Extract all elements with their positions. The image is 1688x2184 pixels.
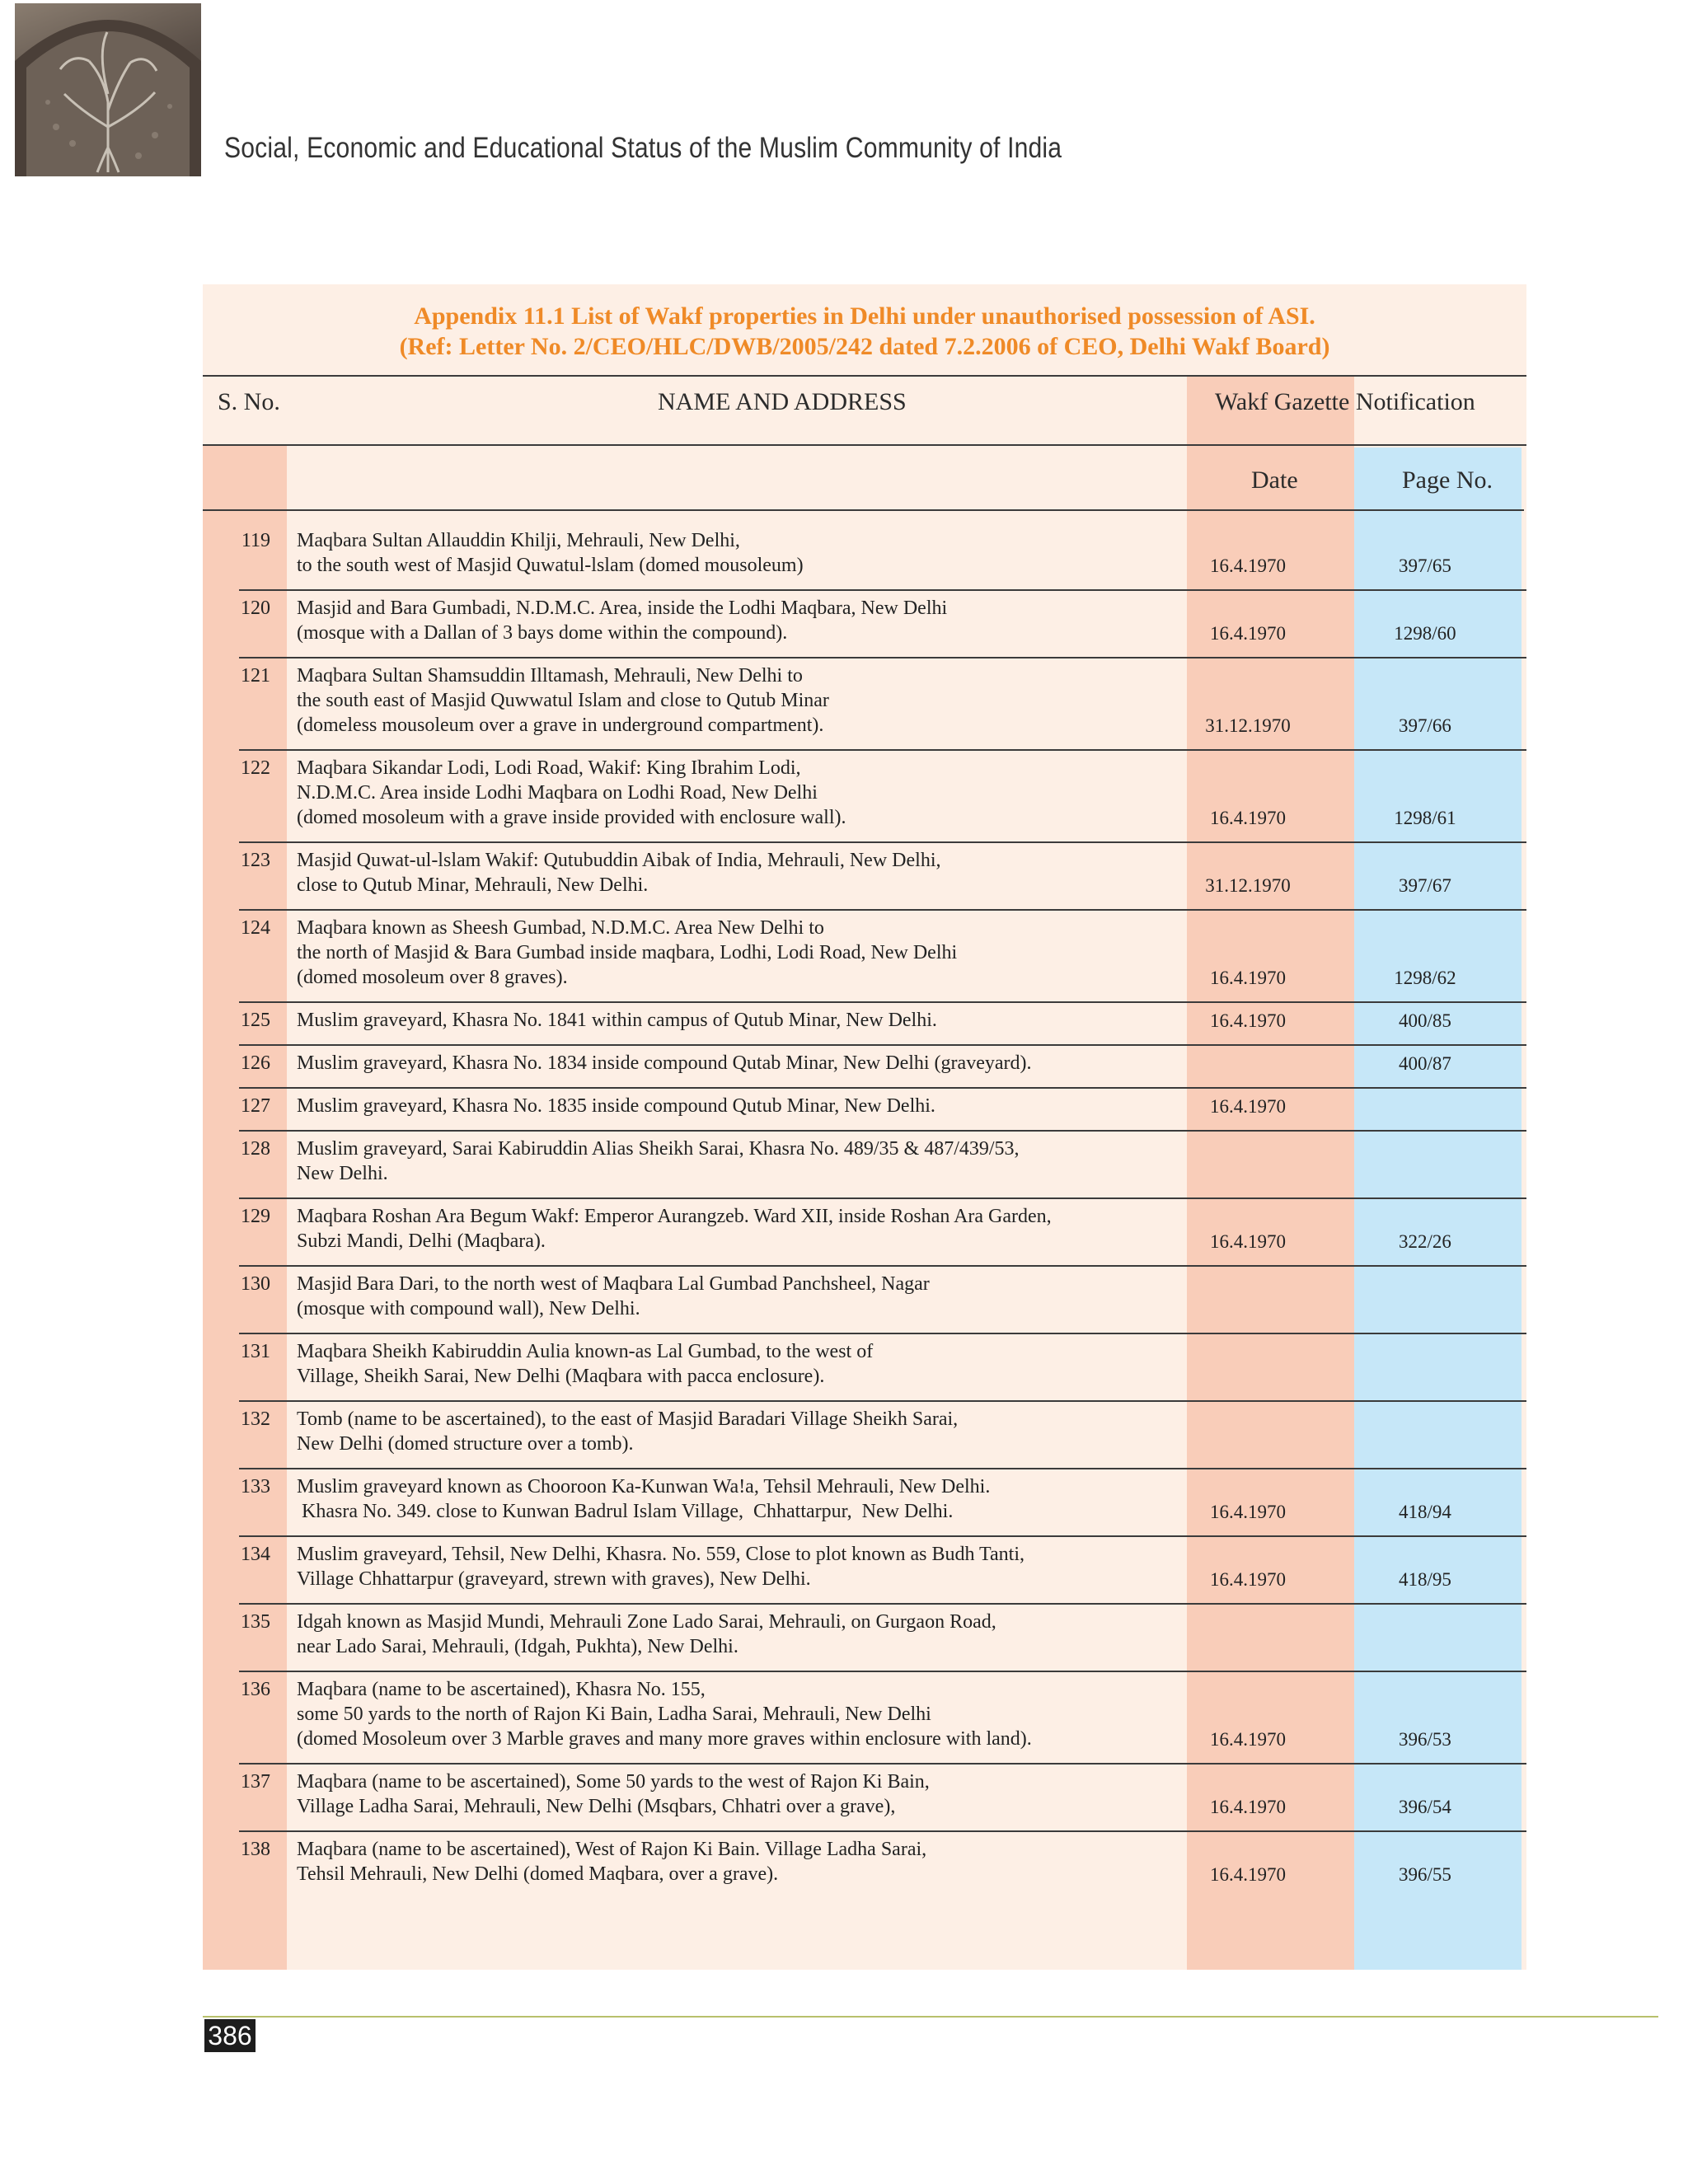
name-address-line: some 50 yards to the north of Rajon Ki Bain, Ladha Sarai, Mehrauli, New Delhi bbox=[297, 1704, 931, 1725]
row-separator bbox=[239, 1468, 1526, 1469]
name-address-line: Maqbara Roshan Ara Begum Wakf: Emperor Aurangzeb. Ward XII, inside Roshan Ara Garden, bbox=[297, 1206, 1052, 1227]
row-serial-number: 126 bbox=[241, 1052, 270, 1074]
row-gazette-date: 16.4.1970 bbox=[1210, 1096, 1286, 1117]
row-gazette-page: 400/85 bbox=[1399, 1010, 1451, 1031]
row-gazette-page: 400/87 bbox=[1399, 1053, 1451, 1074]
table-row bbox=[203, 1606, 1526, 1672]
row-serial-number: 138 bbox=[241, 1839, 270, 1860]
name-address-line: N.D.M.C. Area inside Lodhi Maqbara on Lodhi Road, New Delhi bbox=[297, 782, 818, 804]
row-gazette-date: 16.4.1970 bbox=[1210, 1010, 1286, 1031]
row-separator bbox=[239, 1671, 1526, 1672]
row-gazette-page: 396/55 bbox=[1399, 1864, 1451, 1885]
name-address-line: to the south west of Masjid Quwatul-lslam (domed mousoleum) bbox=[297, 555, 804, 576]
row-gazette-page: 418/95 bbox=[1399, 1569, 1451, 1590]
row-serial-number: 134 bbox=[241, 1544, 270, 1565]
name-address-line: Maqbara Sultan Shamsuddin Illtamash, Mehrauli, New Delhi to bbox=[297, 665, 803, 687]
table-caption bbox=[203, 301, 1526, 362]
name-address-line: (mosque with a Dallan of 3 bays dome within the compound). bbox=[297, 622, 788, 644]
row-serial-number: 130 bbox=[241, 1273, 270, 1295]
row-gazette-date: 16.4.1970 bbox=[1210, 808, 1286, 828]
row-serial-number: 131 bbox=[241, 1341, 270, 1362]
name-address-line: New Delhi (domed structure over a tomb). bbox=[297, 1433, 634, 1455]
table-row bbox=[203, 1133, 1526, 1199]
row-gazette-page: 396/53 bbox=[1399, 1729, 1451, 1750]
name-address-line: Masjid Bara Dari, to the north west of Maqbara Lal Gumbad Panchsheel, Nagar bbox=[297, 1273, 930, 1295]
table-row bbox=[203, 1674, 1526, 1765]
row-gazette-date: 16.4.1970 bbox=[1210, 1502, 1286, 1522]
row-name-address bbox=[297, 1204, 1187, 1254]
name-address-line: Maqbara Sikandar Lodi, Lodi Road, Wakif: King Ibrahim Lodi, bbox=[297, 757, 801, 779]
header-emblem-image bbox=[15, 3, 201, 176]
row-gazette-date: 16.4.1970 bbox=[1210, 1864, 1286, 1885]
name-address-line: (mosque with compound wall), New Delhi. bbox=[297, 1298, 640, 1319]
row-serial-number: 137 bbox=[241, 1771, 270, 1793]
row-gazette-date: 31.12.1970 bbox=[1205, 875, 1291, 896]
row-serial-number: 124 bbox=[241, 917, 270, 939]
name-address-line: close to Qutub Minar, Mehrauli, New Delhi. bbox=[297, 874, 649, 896]
row-separator bbox=[239, 1044, 1526, 1046]
row-name-address bbox=[297, 1407, 1187, 1456]
name-address-line: Masjid and Bara Gumbadi, N.D.M.C. Area, inside the Lodhi Maqbara, New Delhi bbox=[297, 598, 948, 619]
name-address-line: Maqbara (name to be ascertained), West of Rajon Ki Bain. Village Ladha Sarai, bbox=[297, 1839, 927, 1860]
running-title: Social, Economic and Educational Status of the Muslim Community of India bbox=[224, 132, 1062, 164]
table-row bbox=[203, 1336, 1526, 1402]
row-name-address bbox=[297, 1474, 1187, 1524]
table-row bbox=[203, 525, 1526, 591]
table-row bbox=[203, 660, 1526, 751]
row-name-address bbox=[297, 1051, 1187, 1076]
table-row bbox=[203, 1268, 1526, 1334]
row-gazette-page: 1298/61 bbox=[1394, 808, 1456, 828]
row-name-address bbox=[297, 1008, 1187, 1033]
row-serial-number: 123 bbox=[241, 850, 270, 871]
row-separator bbox=[239, 1400, 1526, 1402]
appendix-table bbox=[203, 284, 1526, 1970]
row-gazette-date: 16.4.1970 bbox=[1210, 968, 1286, 988]
name-address-line: Maqbara (name to be ascertained), Khasra No. 155, bbox=[297, 1679, 706, 1700]
row-serial-number: 125 bbox=[241, 1010, 270, 1031]
name-address-line: Village Ladha Sarai, Mehrauli, New Delhi (Msqbars, Chhatri over a grave), bbox=[297, 1796, 896, 1817]
row-separator bbox=[239, 589, 1526, 591]
table-row bbox=[203, 1404, 1526, 1469]
name-address-line: Muslim graveyard, Sarai Kabiruddin Alias Sheikh Sarai, Khasra No. 489/35 & 487/439/53, bbox=[297, 1138, 1020, 1160]
row-separator bbox=[239, 1087, 1526, 1089]
row-separator bbox=[239, 1130, 1526, 1132]
row-gazette-date: 16.4.1970 bbox=[1210, 1231, 1286, 1252]
row-serial-number: 133 bbox=[241, 1476, 270, 1497]
name-address-line: Maqbara known as Sheesh Gumbad, N.D.M.C. Area New Delhi to bbox=[297, 917, 824, 939]
row-name-address bbox=[297, 1677, 1187, 1751]
name-address-line: (domed mosoleum with a grave inside provided with enclosure wall). bbox=[297, 807, 846, 828]
row-name-address bbox=[297, 1094, 1187, 1118]
row-name-address bbox=[297, 1769, 1187, 1819]
column-header-date: Date bbox=[1251, 466, 1298, 494]
row-gazette-date: 16.4.1970 bbox=[1210, 1797, 1286, 1817]
row-separator bbox=[239, 1830, 1526, 1832]
table-row bbox=[203, 1005, 1526, 1046]
name-address-line: Maqbara Sultan Allauddin Khilji, Mehrauli, New Delhi, bbox=[297, 530, 740, 551]
name-address-line: Tomb (name to be ascertained), to the east of Masjid Baradari Village Sheikh Sarai, bbox=[297, 1408, 959, 1430]
row-separator bbox=[239, 1001, 1526, 1003]
row-serial-number: 128 bbox=[241, 1138, 270, 1160]
header-bottom-rule bbox=[203, 509, 1524, 511]
name-address-line: Muslim graveyard known as Chooroon Ka-Kunwan Wa!a, Tehsil Mehrauli, New Delhi. bbox=[297, 1476, 991, 1497]
row-serial-number: 121 bbox=[241, 665, 270, 687]
name-address-line: Subzi Mandi, Delhi (Maqbara). bbox=[297, 1230, 546, 1252]
row-name-address bbox=[297, 596, 1187, 645]
row-separator bbox=[239, 1603, 1526, 1605]
row-gazette-page: 396/54 bbox=[1399, 1797, 1451, 1817]
row-name-address bbox=[297, 1137, 1187, 1186]
name-address-line: Muslim graveyard, Khasra No. 1834 inside compound Qutab Minar, New Delhi (graveyard). bbox=[297, 1052, 1032, 1074]
row-gazette-page: 397/65 bbox=[1399, 555, 1451, 576]
row-serial-number: 135 bbox=[241, 1611, 270, 1633]
row-gazette-page: 397/67 bbox=[1399, 875, 1451, 896]
table-row bbox=[203, 845, 1526, 911]
row-name-address bbox=[297, 848, 1187, 898]
name-address-line: (domed Mosoleum over 3 Marble graves and many more graves within enclosure with land). bbox=[297, 1728, 1032, 1750]
name-address-line: the north of Masjid & Bara Gumbad inside maqbara, Lodhi, Lodi Road, New Delhi bbox=[297, 942, 958, 963]
table-row bbox=[203, 593, 1526, 658]
row-gazette-date: 16.4.1970 bbox=[1210, 1569, 1286, 1590]
column-header-gazette: Wakf Gazette Notification bbox=[1215, 388, 1475, 415]
row-separator bbox=[239, 1763, 1526, 1765]
row-separator bbox=[239, 1197, 1526, 1199]
row-separator bbox=[239, 909, 1526, 911]
row-serial-number: 127 bbox=[241, 1095, 270, 1117]
page-number: 386 bbox=[204, 2019, 256, 2052]
name-address-line: Muslim graveyard, Khasra No. 1835 inside compound Qutub Minar, New Delhi. bbox=[297, 1095, 935, 1117]
table-row bbox=[203, 1766, 1526, 1832]
row-name-address bbox=[297, 916, 1187, 990]
table-row bbox=[203, 912, 1526, 1003]
name-address-line: Maqbara (name to be ascertained), Some 50 yards to the west of Rajon Ki Bain, bbox=[297, 1771, 930, 1793]
name-address-line: Muslim graveyard, Khasra No. 1841 within campus of Qutub Minar, New Delhi. bbox=[297, 1010, 937, 1031]
name-address-line: near Lado Sarai, Mehrauli, (Idgah, Pukhta), New Delhi. bbox=[297, 1636, 738, 1657]
name-address-line: (domed mosoleum over 8 graves). bbox=[297, 967, 568, 988]
row-gazette-date: 16.4.1970 bbox=[1210, 1729, 1286, 1750]
row-gazette-date: 31.12.1970 bbox=[1205, 715, 1291, 736]
table-row bbox=[203, 1090, 1526, 1132]
row-serial-number: 120 bbox=[241, 598, 270, 619]
table-row bbox=[203, 1834, 1526, 1900]
row-name-address bbox=[297, 663, 1187, 738]
row-gazette-page: 397/66 bbox=[1399, 715, 1451, 736]
table-row bbox=[203, 1539, 1526, 1605]
row-name-address bbox=[297, 528, 1187, 578]
row-separator bbox=[239, 1265, 1526, 1267]
tree-lattice-icon bbox=[15, 3, 201, 176]
row-serial-number: 122 bbox=[241, 757, 270, 779]
caption-line-2: (Ref: Letter No. 2/CEO/HLC/DWB/2005/242 dated 7.2.2006 of CEO, Delhi Wakf Board) bbox=[399, 333, 1330, 360]
name-address-line: Khasra No. 349. close to Kunwan Badrul Islam Village, Chhattarpur, New Delhi. bbox=[297, 1501, 954, 1522]
row-name-address bbox=[297, 1272, 1187, 1321]
column-header-page: Page No. bbox=[1402, 466, 1493, 494]
row-separator bbox=[239, 841, 1526, 843]
name-address-line: the south east of Masjid Quwwatul Islam and close to Qutub Minar bbox=[297, 690, 829, 711]
row-serial-number: 129 bbox=[241, 1206, 270, 1227]
caption-line-1: Appendix 11.1 List of Wakf properties in Delhi under unauthorised possession of ASI. bbox=[414, 302, 1315, 330]
name-address-line: Village Chhattarpur (graveyard, strewn with graves), New Delhi. bbox=[297, 1568, 811, 1590]
row-serial-number: 132 bbox=[241, 1408, 270, 1430]
row-separator bbox=[239, 749, 1526, 751]
row-gazette-date: 16.4.1970 bbox=[1210, 623, 1286, 644]
row-separator bbox=[239, 1333, 1526, 1334]
row-name-address bbox=[297, 1339, 1187, 1389]
name-address-line: Masjid Quwat-ul-lslam Wakif: Qutubuddin Aibak of India, Mehrauli, New Delhi, bbox=[297, 850, 941, 871]
column-header-name: NAME AND ADDRESS bbox=[658, 388, 907, 415]
name-address-line: Muslim graveyard, Tehsil, New Delhi, Khasra. No. 559, Close to plot known as Budh Tanti, bbox=[297, 1544, 1025, 1565]
name-address-line: New Delhi. bbox=[297, 1163, 388, 1184]
row-gazette-page: 1298/60 bbox=[1394, 623, 1456, 644]
row-separator bbox=[239, 1535, 1526, 1537]
table-row bbox=[203, 1471, 1526, 1537]
table-row bbox=[203, 1201, 1526, 1267]
row-gazette-date: 16.4.1970 bbox=[1210, 555, 1286, 576]
header-mid-rule bbox=[203, 444, 1526, 446]
name-address-line: (domeless mousoleum over a grave in underground compartment). bbox=[297, 715, 824, 736]
header-top-rule bbox=[203, 375, 1526, 377]
table-row bbox=[203, 1047, 1526, 1089]
column-header-sno: S. No. bbox=[218, 388, 280, 415]
row-name-address bbox=[297, 756, 1187, 830]
row-name-address bbox=[297, 1837, 1187, 1886]
name-address-line: Maqbara Sheikh Kabiruddin Aulia known-as Lal Gumbad, to the west of bbox=[297, 1341, 874, 1362]
row-separator bbox=[239, 657, 1526, 658]
row-serial-number: 136 bbox=[241, 1679, 270, 1700]
row-name-address bbox=[297, 1610, 1187, 1659]
row-gazette-page: 1298/62 bbox=[1394, 968, 1456, 988]
row-serial-number: 119 bbox=[241, 530, 270, 551]
name-address-line: Idgah known as Masjid Mundi, Mehrauli Zone Lado Sarai, Mehrauli, on Gurgaon Road, bbox=[297, 1611, 996, 1633]
table-row bbox=[203, 752, 1526, 843]
row-name-address bbox=[297, 1542, 1187, 1591]
name-address-line: Tehsil Mehrauli, New Delhi (domed Maqbara, over a grave). bbox=[297, 1863, 779, 1885]
footer-rule bbox=[203, 2016, 1658, 2018]
name-address-line: Village, Sheikh Sarai, New Delhi (Maqbara with pacca enclosure). bbox=[297, 1366, 825, 1387]
row-gazette-page: 322/26 bbox=[1399, 1231, 1451, 1252]
row-gazette-page: 418/94 bbox=[1399, 1502, 1451, 1522]
